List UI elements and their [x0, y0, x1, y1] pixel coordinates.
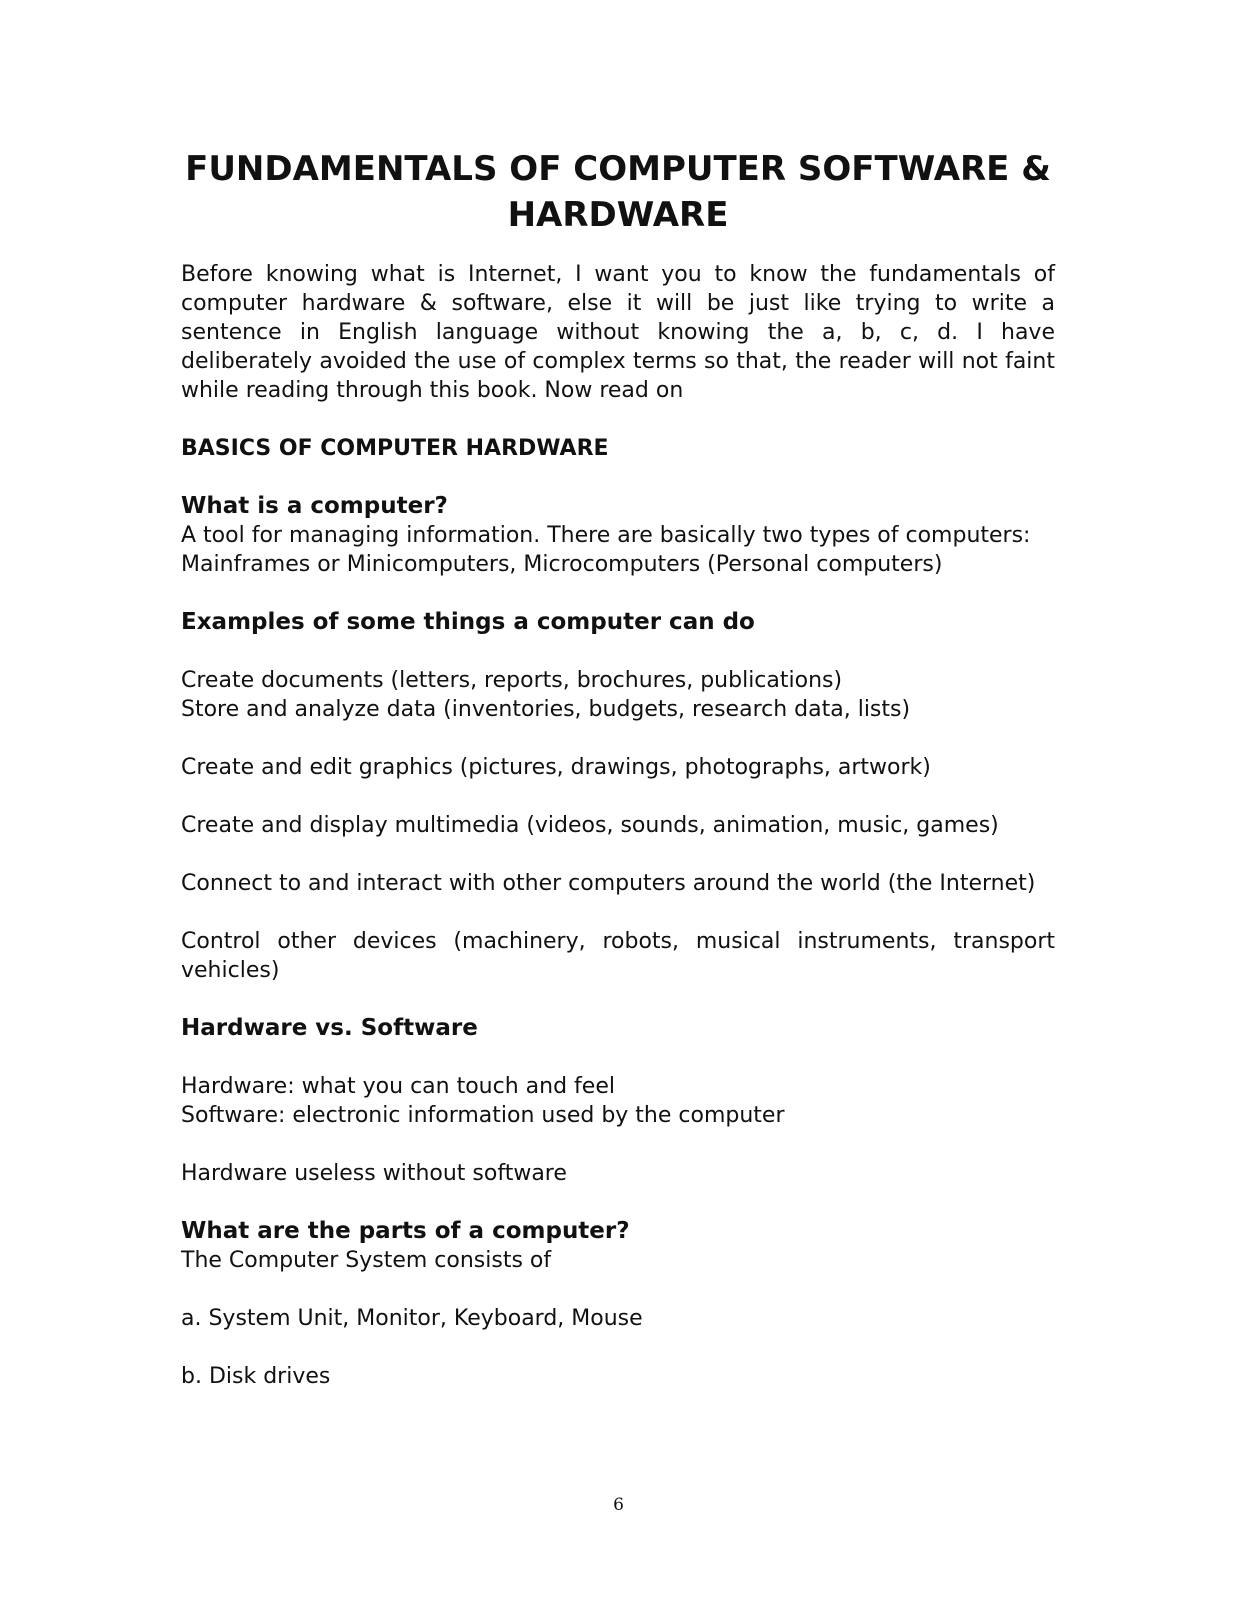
- example-item: Connect to and interact with other computers around the world (the Internet): [181, 871, 1036, 896]
- software-definition: Software: electronic information used by the computer: [181, 1103, 785, 1128]
- example-item: Create documents (letters, reports, brochures, publications): [181, 668, 843, 693]
- what-is-computer-line-1: A tool for managing information. There are basically two types of computers:: [181, 523, 1031, 548]
- hardware-vs-software-heading: Hardware vs. Software: [181, 1015, 478, 1041]
- example-item: Create and display multimedia (videos, sounds, animation, music, games): [181, 813, 999, 838]
- examples-heading: Examples of some things a computer can do: [181, 609, 755, 635]
- parts-item-b: b. Disk drives: [181, 1364, 331, 1389]
- example-item: Store and analyze data (inventories, budgets, research data, lists): [181, 697, 911, 722]
- parts-item-a: a. System Unit, Monitor, Keyboard, Mouse: [181, 1306, 643, 1331]
- section-heading: BASICS OF COMPUTER HARDWARE: [181, 436, 609, 461]
- page-title: FUNDAMENTALS OF COMPUTER SOFTWARE & HARDWARE: [185, 149, 1051, 235]
- intro-paragraph: Before knowing what is Internet, I want you to know the fundamentals of computer hardware & software, else it will be just like trying to write a sentence in English language without knowing the a, b, c, d. I have deliberately avoided the use of complex terms so that, the reader will not faint while reading through this book. Now read on: [181, 262, 1055, 403]
- what-is-computer-line-2: Mainframes or Minicomputers, Microcomputers (Personal computers): [181, 552, 943, 577]
- computer-parts-heading: What are the parts of a computer?: [181, 1218, 630, 1244]
- hardware-useless-note: Hardware useless without software: [181, 1161, 567, 1186]
- what-is-computer-heading: What is a computer?: [181, 493, 448, 519]
- example-item: Create and edit graphics (pictures, drawings, photographs, artwork): [181, 755, 931, 780]
- page-number: 6: [613, 1495, 624, 1515]
- page-content: [181, 260, 1055, 1391]
- hardware-definition: Hardware: what you can touch and feel: [181, 1074, 615, 1099]
- computer-system-intro: The Computer System consists of: [181, 1248, 552, 1273]
- example-item: Control other devices (machinery, robots, musical instruments, transport vehicles): [181, 929, 1055, 983]
